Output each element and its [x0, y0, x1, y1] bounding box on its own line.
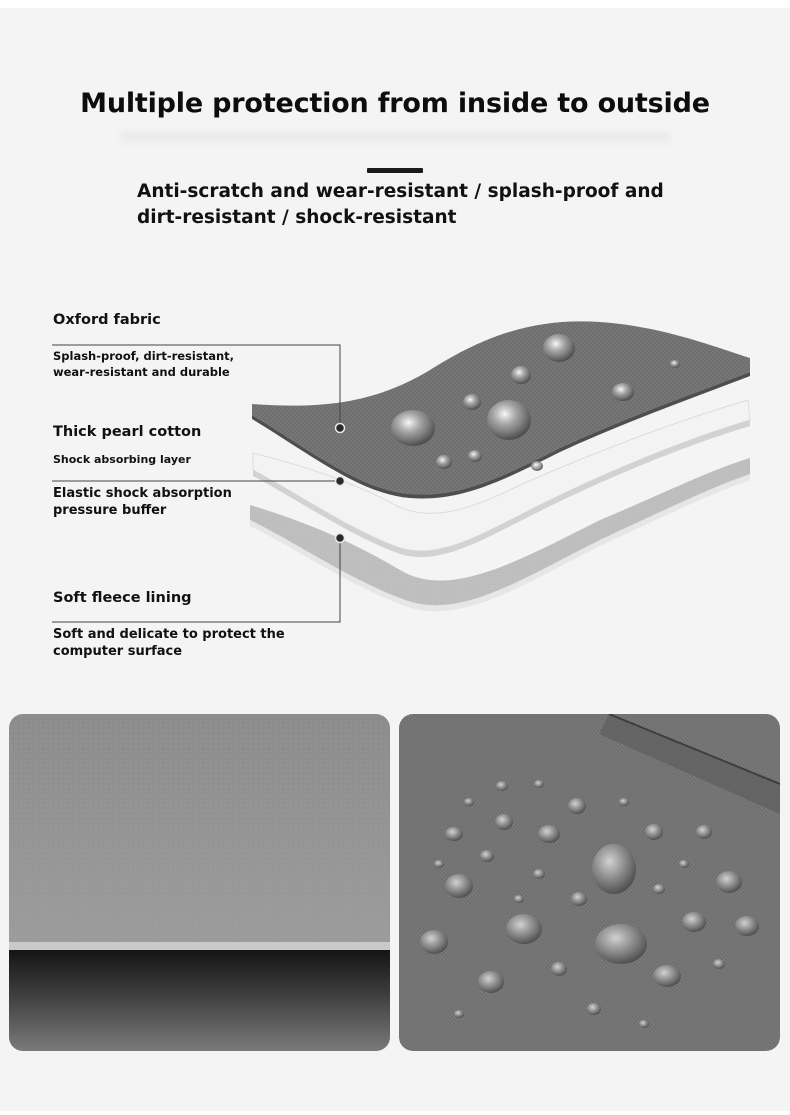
- layer-fleece-desc-line1: Soft and delicate to protect the: [53, 627, 285, 642]
- top-border: [0, 0, 790, 8]
- page-subtitle: Anti-scratch and wear-resistant / splash-proof and dirt-resistant / shock-resistant: [137, 181, 664, 228]
- bottom-border: [0, 1111, 790, 1115]
- title-reflection: [120, 132, 670, 148]
- layer-pearl-cotton-desc: Shock absorbing layer: [53, 453, 191, 466]
- layer-pearl-cotton-title: Thick pearl cotton: [53, 424, 202, 440]
- oxford-droplets-photo: [399, 714, 780, 1051]
- layer-fleece-title: Soft fleece lining: [53, 590, 192, 606]
- layer-oxford-desc-line1: Splash-proof, dirt-resistant,: [53, 349, 235, 363]
- page-title: Multiple protection from inside to outside: [80, 88, 710, 119]
- oxford-fabric-layer: [252, 321, 750, 498]
- layer-oxford-desc-line2: wear-resistant and durable: [53, 365, 230, 379]
- marker-dot-pearl-cotton: [336, 477, 345, 486]
- fleece-lining-photo: [9, 714, 390, 1051]
- title-divider: [367, 168, 423, 173]
- marker-dot-fleece: [336, 534, 345, 543]
- marker-dot-oxford: [336, 424, 345, 433]
- layer-oxford-title: Oxford fabric: [53, 312, 161, 328]
- layer-pearl-cotton-extra-line1: Elastic shock absorption: [53, 486, 232, 501]
- layer-pearl-cotton-extra-line2: pressure buffer: [53, 503, 167, 518]
- layer-fleece-desc-line2: computer surface: [53, 644, 183, 659]
